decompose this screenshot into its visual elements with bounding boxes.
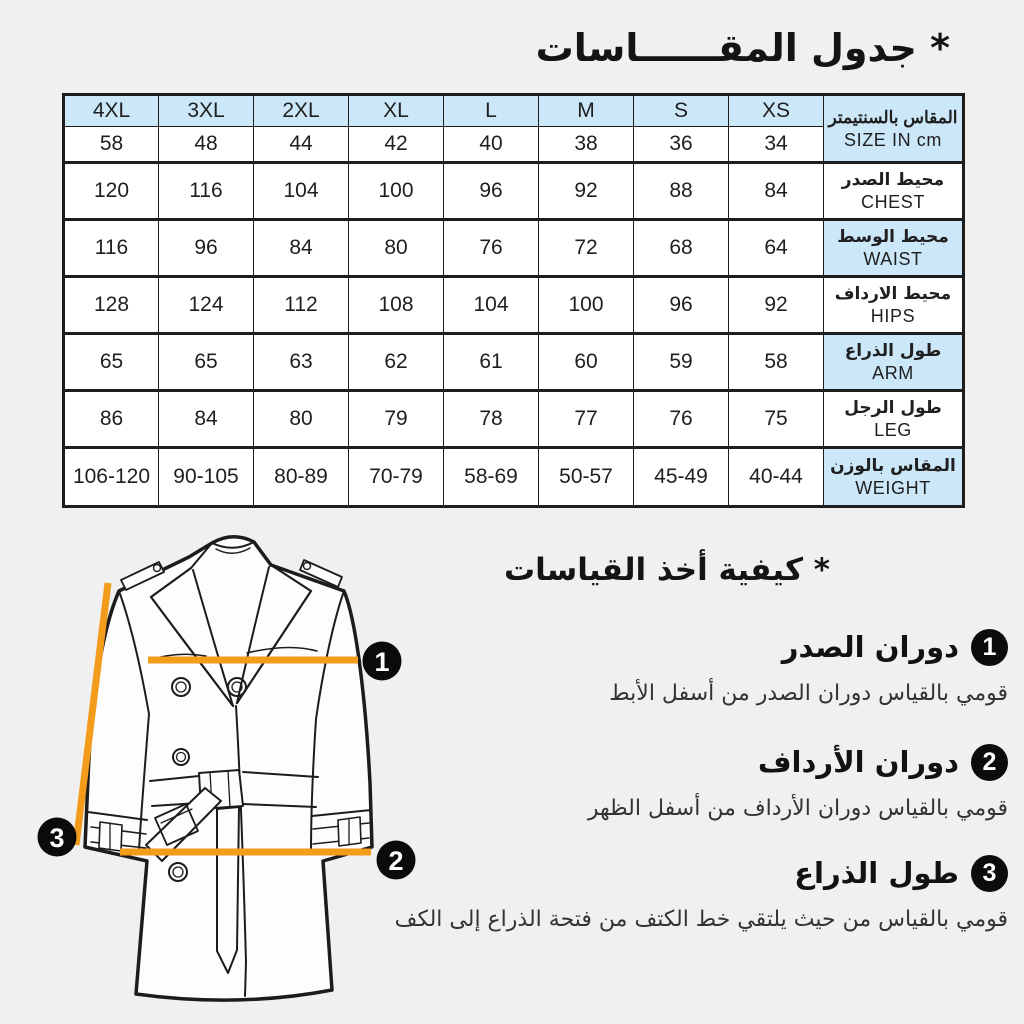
guide-item-title: دوران الصدر bbox=[781, 630, 959, 664]
measure-value-cell: 112 bbox=[254, 277, 349, 334]
measure-label-en: ARM bbox=[872, 363, 914, 383]
measure-value-cell: 70-79 bbox=[349, 448, 444, 507]
size-cm-cell: 44 bbox=[254, 127, 349, 163]
measure-value-cell: 72 bbox=[539, 220, 634, 277]
guide-item-title: طول الذراع bbox=[794, 856, 959, 890]
guide-item-chest bbox=[609, 627, 1008, 709]
measure-value-cell: 80 bbox=[254, 391, 349, 448]
measure-value-cell: 63 bbox=[254, 334, 349, 391]
measure-value-cell: 61 bbox=[444, 334, 539, 391]
measure-value-cell: 104 bbox=[444, 277, 539, 334]
measure-value-cell: 90-105 bbox=[159, 448, 254, 507]
measure-value-cell: 106-120 bbox=[64, 448, 159, 507]
measure-label-en: CHEST bbox=[860, 192, 925, 212]
size-cm-cell: 42 bbox=[349, 127, 444, 163]
measure-value-cell: 75 bbox=[729, 391, 824, 448]
measure-value-cell: 86 bbox=[64, 391, 159, 448]
measure-value-cell: 78 bbox=[444, 391, 539, 448]
measure-value-cell: 96 bbox=[634, 277, 729, 334]
measure-row bbox=[64, 220, 964, 277]
measure-value-cell: 116 bbox=[64, 220, 159, 277]
measure-label-ar: المقاس بالوزن bbox=[830, 456, 956, 476]
measure-value-cell: 96 bbox=[159, 220, 254, 277]
guide-title: * كيفية أخذ القياسات bbox=[503, 552, 830, 588]
size-label-cell: 2XL bbox=[254, 95, 349, 127]
step-1-badge: 1 bbox=[971, 629, 1008, 666]
measure-value-cell: 124 bbox=[159, 277, 254, 334]
guide-item-description: قومي بالقياس دوران الصدر من أسفل الأبط bbox=[609, 681, 1008, 706]
guide-item-arm bbox=[395, 853, 1008, 935]
measure-value-cell: 58-69 bbox=[444, 448, 539, 507]
step-2-badge: 2 bbox=[971, 744, 1008, 781]
size-label-cell: M bbox=[539, 95, 634, 127]
size-in-cm-label-cell bbox=[824, 95, 964, 163]
measure-value-cell: 59 bbox=[634, 334, 729, 391]
measure-value-cell: 65 bbox=[64, 334, 159, 391]
measure-value-cell: 60 bbox=[539, 334, 634, 391]
size-label-cell: XS bbox=[729, 95, 824, 127]
measure-label-en: SIZE IN cm bbox=[843, 129, 942, 150]
measure-value-cell: 64 bbox=[729, 220, 824, 277]
measure-label-ar: محيط الارداف bbox=[834, 284, 952, 304]
size-table-body bbox=[64, 163, 964, 507]
measure-label-cell bbox=[824, 220, 964, 277]
measure-value-cell: 45-49 bbox=[634, 448, 729, 507]
measure-value-cell: 92 bbox=[539, 163, 634, 220]
guide-item-hips bbox=[588, 742, 1008, 824]
measure-value-cell: 92 bbox=[729, 277, 824, 334]
measure-value-cell: 84 bbox=[729, 163, 824, 220]
trench-coat-illustration bbox=[85, 537, 372, 1000]
measure-label-ar: محيط الصدر bbox=[841, 170, 945, 190]
measure-value-cell: 58 bbox=[729, 334, 824, 391]
size-cm-cell: 34 bbox=[729, 127, 824, 163]
measure-row bbox=[64, 334, 964, 391]
measure-label-en: LEG bbox=[874, 420, 912, 440]
measure-value-cell: 120 bbox=[64, 163, 159, 220]
measure-label-ar: محيط الوسط bbox=[837, 227, 949, 247]
size-header-row bbox=[64, 95, 964, 127]
measure-value-cell: 108 bbox=[349, 277, 444, 334]
measure-value-cell: 76 bbox=[444, 220, 539, 277]
guide-item-description: قومي بالقياس دوران الأرداف من أسفل الظهر bbox=[587, 796, 1008, 821]
size-cm-cell: 48 bbox=[159, 127, 254, 163]
measure-label-cell bbox=[824, 334, 964, 391]
measure-label-cell bbox=[824, 391, 964, 448]
marker-3-number: 3 bbox=[49, 823, 65, 853]
measure-row bbox=[64, 277, 964, 334]
measure-label-cell bbox=[824, 277, 964, 334]
measure-value-cell: 96 bbox=[444, 163, 539, 220]
measure-value-cell: 65 bbox=[159, 334, 254, 391]
step-3-badge: 3 bbox=[971, 855, 1008, 892]
guide-item-title: دوران الأرداف bbox=[757, 745, 959, 779]
page-title: * جدول المقــــــاسات bbox=[535, 26, 950, 70]
measure-value-cell: 50-57 bbox=[539, 448, 634, 507]
measure-label-en: WEIGHT bbox=[855, 478, 931, 498]
measure-label-ar: طول الذراع bbox=[844, 341, 942, 361]
measure-value-cell: 79 bbox=[349, 391, 444, 448]
measure-row bbox=[64, 448, 964, 507]
measure-value-cell: 88 bbox=[634, 163, 729, 220]
measure-value-cell: 40-44 bbox=[729, 448, 824, 507]
measure-row bbox=[64, 391, 964, 448]
measure-label-en: HIPS bbox=[870, 306, 916, 326]
size-label-cell: XL bbox=[349, 95, 444, 127]
measure-label-ar: طول الرجل bbox=[844, 398, 942, 418]
measure-value-cell: 104 bbox=[254, 163, 349, 220]
size-label-cell: S bbox=[634, 95, 729, 127]
measure-value-cell: 77 bbox=[539, 391, 634, 448]
size-label-cell: 3XL bbox=[159, 95, 254, 127]
measure-value-cell: 116 bbox=[159, 163, 254, 220]
measure-value-cell: 128 bbox=[64, 277, 159, 334]
size-table bbox=[62, 93, 965, 508]
size-cm-cell: 40 bbox=[444, 127, 539, 163]
size-cm-cell: 58 bbox=[64, 127, 159, 163]
size-label-cell: 4XL bbox=[64, 95, 159, 127]
size-cm-cell: 36 bbox=[634, 127, 729, 163]
marker-1-number: 1 bbox=[374, 647, 390, 677]
marker-2-number: 2 bbox=[388, 846, 404, 876]
measure-label-cell bbox=[824, 163, 964, 220]
measure-value-cell: 76 bbox=[634, 391, 729, 448]
guide-item-description: قومي بالقياس من حيث يلتقي خط الكتف من فتحة الذراع إلى الكف bbox=[394, 907, 1008, 932]
guide-item-heading bbox=[395, 853, 1008, 893]
measure-label-ar: المقاس بالسنتيمتر bbox=[828, 107, 958, 127]
measure-label-cell bbox=[824, 448, 964, 507]
measure-value-cell: 68 bbox=[634, 220, 729, 277]
measure-value-cell: 62 bbox=[349, 334, 444, 391]
size-cm-cell: 38 bbox=[539, 127, 634, 163]
size-label-cell: L bbox=[444, 95, 539, 127]
measure-label-en: WAIST bbox=[863, 249, 923, 269]
measure-value-cell: 80-89 bbox=[254, 448, 349, 507]
guide-item-heading bbox=[588, 742, 1008, 782]
measure-row bbox=[64, 163, 964, 220]
measure-value-cell: 84 bbox=[254, 220, 349, 277]
measure-value-cell: 84 bbox=[159, 391, 254, 448]
measure-value-cell: 80 bbox=[349, 220, 444, 277]
measure-value-cell: 100 bbox=[539, 277, 634, 334]
measure-value-cell: 100 bbox=[349, 163, 444, 220]
guide-item-heading bbox=[609, 627, 1008, 667]
